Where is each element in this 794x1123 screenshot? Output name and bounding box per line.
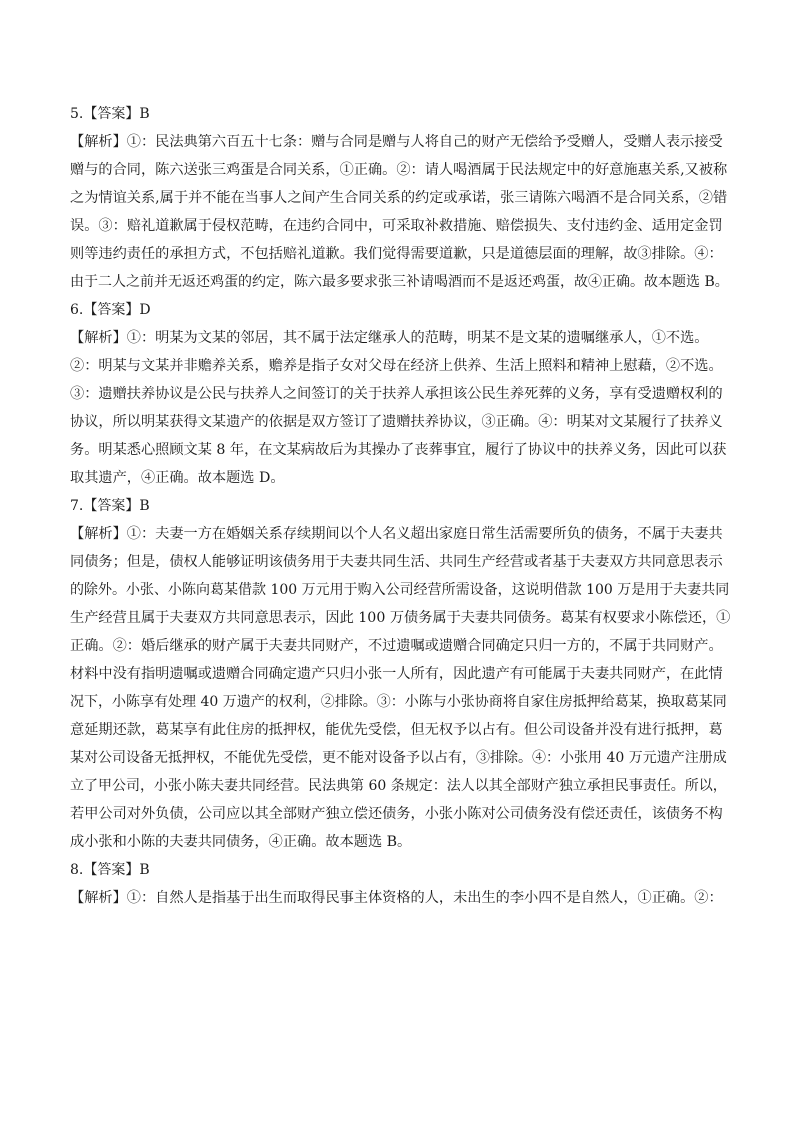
analysis-line: 意延期还款，葛某享有此住房的抵押权，能优先受偿，但无权予以占有。但公司设备并没有进行抵押，葛 <box>70 722 723 738</box>
analysis-line: 则等违约责任的承担方式，不包括赔礼道歉。我们觉得需要道歉，只是道德层面的理解，故③排除。④： <box>70 246 723 262</box>
analysis-line: 若甲公司对外负债，公司应以其全部财产独立偿还债务，小张小陈对公司债务没有偿还责任，该债务不构 <box>70 806 723 822</box>
question-5 <box>70 100 730 296</box>
analysis-line: ②：明某与文某并非赡养关系，赡养是指子女对父母在经济上供养、生活上照料和精神上慰藉，②不选。 <box>70 358 723 374</box>
analysis-line: 协议，所以明某获得文某遗产的依据是双方签订了遗赠扶养协议，③正确。④：明某对文某履行了扶养义 <box>70 414 723 430</box>
analysis-line: 务。明某悉心照顾文某 8 年，在文某病故后为其操办了丧葬事宜，履行了协议中的扶养义务，因此可以获 <box>70 442 727 458</box>
analysis-line: 立了甲公司，小张小陈夫妻共同经营。民法典第 60 条规定：法人以其全部财产独立承担民事责任。所以， <box>70 778 727 794</box>
analysis-line: 【解析】①：民法典第六百五十七条：赠与合同是赠与人将自己的财产无偿给予受赠人，受赠人表示接受 <box>70 134 723 150</box>
analysis-line: 误。③：赔礼道歉属于侵权范畴，在违约合同中，可采取补救措施、赔偿损失、支付违约金、适用定金罚 <box>70 218 723 234</box>
analysis-line: 成小张和小陈的夫妻共同债务，④正确。故本题选 B。 <box>70 834 412 850</box>
analysis-line: ③：遗赠扶养协议是公民与扶养人之间签订的关于扶养人承担该公民生养死葬的义务，享有受遗赠权利的 <box>70 386 723 402</box>
analysis-line: 生产经营且属于夫妻双方共同意思表示，因此 100 万债务属于夫妻共同债务。葛某有权要求小陈偿还，① <box>70 610 731 626</box>
analysis-line: 取其遗产，④正确。故本题选 D。 <box>70 470 285 486</box>
analysis-line: 之为情谊关系,属于并不能在当事人之间产生合同关系的约定或承诺，张三请陈六喝酒不是合同关系，②错 <box>70 190 728 206</box>
analysis-line: 同债务；但是，债权人能够证明该债务用于夫妻共同生活、共同生产经营或者基于夫妻双方共同意思表示 <box>70 554 723 570</box>
question-6 <box>70 296 730 492</box>
question-7 <box>70 492 730 856</box>
analysis-line: 正确。②：婚后继承的财产属于夫妻共同财产，不过遗嘱或遗赠合同确定只归一方的，不属于共同财产。 <box>70 638 723 654</box>
analysis-line: 况下，小陈享有处理 40 万遗产的权利，②排除。③：小陈与小张协商将自家住房抵押给葛某，换取葛某同 <box>70 694 727 710</box>
answer-heading: 7.【答案】B <box>70 498 150 514</box>
answer-analysis-content <box>70 100 730 912</box>
analysis-line: 【解析】①：自然人是指基于出生而取得民事主体资格的人，未出生的李小四不是自然人，①正确。②： <box>70 890 723 906</box>
analysis-line: 某对公司设备无抵押权，不能优先受偿，更不能对设备予以占有，③排除。④：小张用 40 万元遗产注册成 <box>70 750 727 766</box>
answer-heading: 6.【答案】D <box>70 302 151 318</box>
analysis-line: 由于二人之前并无返还鸡蛋的约定，陈六最多要求张三补请喝酒而不是返还鸡蛋，故④正确。故本题选 B。 <box>70 274 729 290</box>
answer-heading: 8.【答案】B <box>70 862 150 878</box>
analysis-line: 的除外。小张、小陈向葛某借款 100 万元用于购入公司经营所需设备，这说明借款 100 万是用于夫妻共同 <box>70 582 730 598</box>
answer-heading: 5.【答案】B <box>70 106 150 122</box>
analysis-line: 【解析】①：明某为文某的邻居，其不属于法定继承人的范畴，明某不是文某的遗嘱继承人，①不选。 <box>70 330 709 346</box>
analysis-line: 材料中没有指明遗嘱或遗赠合同确定遗产只归小张一人所有，因此遗产有可能属于夫妻共同财产，在此情 <box>70 666 723 682</box>
analysis-line: 【解析】①：夫妻一方在婚姻关系存续期间以个人名义超出家庭日常生活需要所负的债务，不属于夫妻共 <box>70 526 723 542</box>
question-8 <box>70 856 730 912</box>
analysis-line: 赠与的合同，陈六送张三鸡蛋是合同关系，①正确。②：请人喝酒属于民法规定中的好意施惠关系,又被称 <box>70 162 728 178</box>
